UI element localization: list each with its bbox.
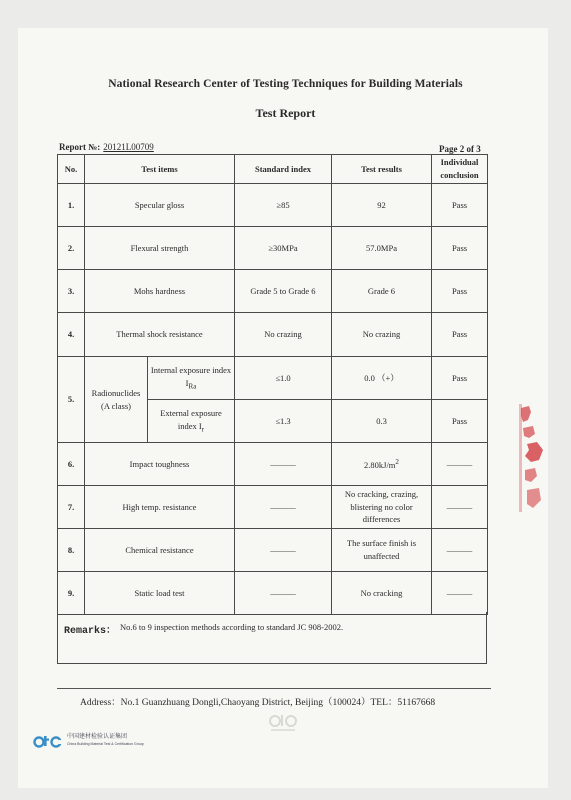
standard-index: Grade 5 to Grade 6 [235, 270, 332, 313]
test-result: The surface finish is unaffected [332, 529, 432, 572]
test-results-table [57, 154, 488, 615]
result-value: 2.80kJ/m [364, 459, 396, 470]
remarks-label: Remarks： [64, 626, 117, 637]
col-header-no: No. [58, 155, 85, 184]
test-item: Specular gloss [85, 184, 235, 227]
table-row [58, 486, 488, 529]
ctc-logo-icon [33, 734, 63, 748]
col-header-test-results: Test results [332, 155, 432, 184]
standard-index: ——— [235, 486, 332, 529]
standard-index: ≤1.3 [235, 400, 332, 443]
remarks-box [57, 612, 487, 664]
page-number: Page 2 of 3 [439, 144, 481, 154]
footer-divider [57, 688, 491, 689]
logo-text-cn: 中国建材检验认证集团 [67, 734, 128, 740]
row-number: 4. [58, 313, 85, 357]
table-row [58, 529, 488, 572]
table-header-row [58, 155, 488, 184]
footer-logo-text [67, 734, 144, 746]
row-number: 1. [58, 184, 85, 227]
test-result: No cracking, crazing, blistering no color differences [332, 486, 432, 529]
report-number-label: Report №: [59, 142, 101, 152]
test-subitem [148, 357, 235, 400]
subitem-label: External exposure index I [160, 407, 222, 431]
standard-index: No crazing [235, 313, 332, 357]
test-item: Static load test [85, 572, 235, 615]
result-superscript: 2 [395, 457, 399, 466]
test-result: 0.0 （+） [332, 357, 432, 400]
conclusion: ——— [432, 572, 488, 615]
table-row [58, 357, 488, 400]
table-row [58, 184, 488, 227]
report-title: Test Report [255, 106, 316, 120]
col-header-conclusion: Individual conclusion [432, 155, 488, 184]
row-number: 6. [58, 443, 85, 486]
conclusion: ——— [432, 486, 488, 529]
test-item: Mohs hardness [85, 270, 235, 313]
report-number [59, 142, 154, 152]
conclusion: Pass [432, 184, 488, 227]
test-item: Thermal shock resistance [85, 313, 235, 357]
test-item-group: Radionuclides (A class) [85, 357, 148, 443]
test-result: Grade 6 [332, 270, 432, 313]
standard-index: ——— [235, 443, 332, 486]
standard-index: ——— [235, 529, 332, 572]
subitem-subscript: r [201, 425, 205, 434]
watermark-logo-icon [268, 712, 298, 734]
conclusion: ——— [432, 443, 488, 486]
standard-index: ≥30MPa [235, 227, 332, 270]
conclusion: ——— [432, 529, 488, 572]
conclusion: Pass [432, 227, 488, 270]
test-result: No cracking [332, 572, 432, 615]
test-result: 92 [332, 184, 432, 227]
test-item: Chemical resistance [85, 529, 235, 572]
test-result: No crazing [332, 313, 432, 357]
subitem-label: Internal exposure index I [150, 364, 232, 388]
col-header-test-items: Test items [85, 155, 235, 184]
footer-address: Address：No.1 Guanzhuang Dongli,Chaoyang District, Beijing（100024）TEL：51167668 [80, 698, 436, 708]
table-row [58, 313, 488, 357]
conclusion: Pass [432, 313, 488, 357]
test-subitem [148, 400, 235, 443]
test-result [332, 443, 432, 486]
remarks-text: No.6 to 9 inspection methods according to standard JC 908-2002. [120, 622, 344, 632]
standard-index: ≤1.0 [235, 357, 332, 400]
row-number: 3. [58, 270, 85, 313]
row-number: 8. [58, 529, 85, 572]
test-item: Flexural strength [85, 227, 235, 270]
conclusion: Pass [432, 357, 488, 400]
table-row [58, 572, 488, 615]
table-row [58, 270, 488, 313]
logo-text-en: China Building Material Test & Certification Group [67, 741, 144, 746]
row-number: 7. [58, 486, 85, 529]
standard-index: ——— [235, 572, 332, 615]
table-row [58, 227, 488, 270]
test-result: 0.3 [332, 400, 432, 443]
test-item: High temp. resistance [85, 486, 235, 529]
report-number-value: 20121L00709 [103, 142, 154, 152]
test-result: 57.0MPa [332, 227, 432, 270]
subitem-subscript: Ra [188, 382, 197, 391]
red-seal-stamp-icon [519, 404, 553, 512]
row-number: 2. [58, 227, 85, 270]
conclusion: Pass [432, 270, 488, 313]
test-item: Impact toughness [85, 443, 235, 486]
table-row [58, 443, 488, 486]
col-header-standard-index: Standard index [235, 155, 332, 184]
row-number: 5. [58, 357, 85, 443]
organization-name: National Research Center of Testing Techniques for Building Materials [108, 78, 463, 90]
standard-index: ≥85 [235, 184, 332, 227]
row-number: 9. [58, 572, 85, 615]
conclusion: Pass [432, 400, 488, 443]
